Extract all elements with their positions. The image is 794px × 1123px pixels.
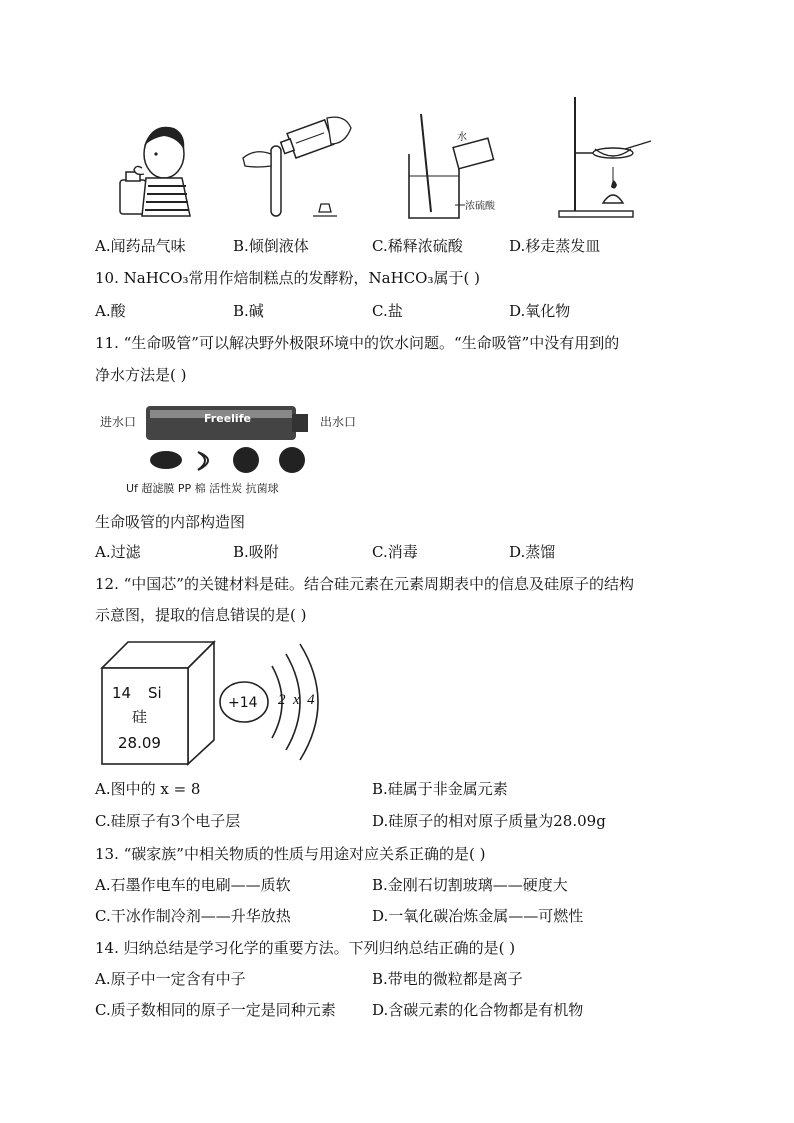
q11-options (95, 541, 715, 563)
element-symbol: Si (148, 684, 162, 702)
q9-figure-evaporate (555, 95, 655, 220)
q9-label-acid: 浓硫酸 (465, 201, 495, 212)
q12-options-row2 (95, 810, 715, 832)
q11-stem-line2: 净水方法是( ) (95, 366, 187, 384)
q13-option-b[interactable]: B.金刚石切割玻璃——硬度大 (372, 876, 568, 894)
atom-nucleus: +14 (228, 695, 258, 711)
q13-options-row1 (95, 874, 715, 896)
q10-option-d[interactable]: D.氧化物 (509, 302, 571, 320)
q11-figure-lifestraw (96, 396, 366, 498)
q11-brand-label: Freelife (204, 412, 251, 425)
atom-shell-electrons: 2 x 4 (278, 692, 315, 708)
q11-label-inlet: 进水口 (100, 415, 137, 429)
q12-figure (96, 636, 326, 768)
q12-stem-line1: 12. “中国芯”的关键材料是硅。结合硅元素在元素周期表中的信息及硅原子的结构 (95, 575, 634, 593)
q14-option-b[interactable]: B.带电的微粒都是离子 (372, 970, 523, 988)
q14-options-row1 (95, 968, 715, 990)
q10-option-b[interactable]: B.碱 (233, 302, 264, 320)
q13-option-c[interactable]: C.干冰作制冷剂——升华放热 (95, 907, 291, 925)
q12-option-d[interactable]: D.硅原子的相对原子质量为28.09g (372, 812, 606, 830)
q13-option-a[interactable]: A.石墨作电车的电刷——质软 (95, 876, 291, 894)
q11-option-a[interactable]: A.过滤 (95, 543, 141, 561)
q13-options-row2 (95, 905, 715, 927)
q11-option-c[interactable]: C.消毒 (372, 543, 418, 561)
q11-stem-line1: 11. “生命吸管”可以解决野外极限环境中的饮水问题。“生命吸管”中没有用到的 (95, 334, 620, 352)
q11-label-outlet: 出水口 (320, 415, 357, 429)
q11-parts-label: Uf 超滤膜 PP 棉 活性炭 抗菌球 (126, 482, 279, 495)
q13-stem: 13. “碳家族”中相关物质的性质与用途对应关系正确的是( ) (95, 845, 486, 863)
q9-figure-dilute (395, 110, 510, 225)
q10-option-c[interactable]: C.盐 (372, 302, 403, 320)
q9-option-a[interactable]: A.闻药品气味 (95, 237, 186, 255)
q10-stem: 10. NaHCO₃常用作焙制糕点的发酵粉，NaHCO₃属于( ) (95, 269, 480, 287)
element-number: 14 (112, 684, 132, 702)
q12-option-b[interactable]: B.硅属于非金属元素 (372, 780, 508, 798)
element-mass: 28.09 (118, 734, 161, 752)
q14-option-a[interactable]: A.原子中一定含有中子 (95, 970, 246, 988)
q9-option-c[interactable]: C.稀释浓硫酸 (372, 237, 463, 255)
q12-option-c[interactable]: C.硅原子有3个电子层 (95, 812, 241, 830)
q9-figure-smell (112, 112, 197, 222)
q9-option-b[interactable]: B.倾倒液体 (233, 237, 309, 255)
q10-options (95, 300, 715, 322)
q13-option-d[interactable]: D.一氧化碳冶炼金属——可燃性 (372, 907, 584, 925)
q9-options (95, 235, 715, 257)
q9-option-d[interactable]: D.移走蒸发皿 (509, 237, 601, 255)
q14-option-c[interactable]: C.质子数相同的原子一定是同种元素 (95, 1001, 336, 1019)
q11-caption: 生命吸管的内部构造图 (95, 513, 246, 531)
q9-figure-pour (235, 108, 355, 223)
q12-options-row1 (95, 778, 715, 800)
q11-option-b[interactable]: B.吸附 (233, 543, 279, 561)
q9-label-water: 水 (457, 132, 467, 143)
element-card (102, 642, 214, 764)
q10-option-a[interactable]: A.酸 (95, 302, 126, 320)
q14-stem: 14. 归纳总结是学习化学的重要方法。下列归纳总结正确的是( ) (95, 939, 516, 957)
q14-options-row2 (95, 999, 715, 1021)
element-name: 硅 (132, 708, 148, 726)
q12-option-a[interactable]: A.图中的 x = 8 (95, 780, 201, 798)
q11-option-d[interactable]: D.蒸馏 (509, 543, 556, 561)
q14-option-d[interactable]: D.含碳元素的化合物都是有机物 (372, 1001, 584, 1019)
q12-stem-line2: 示意图，提取的信息错误的是( ) (95, 606, 307, 624)
